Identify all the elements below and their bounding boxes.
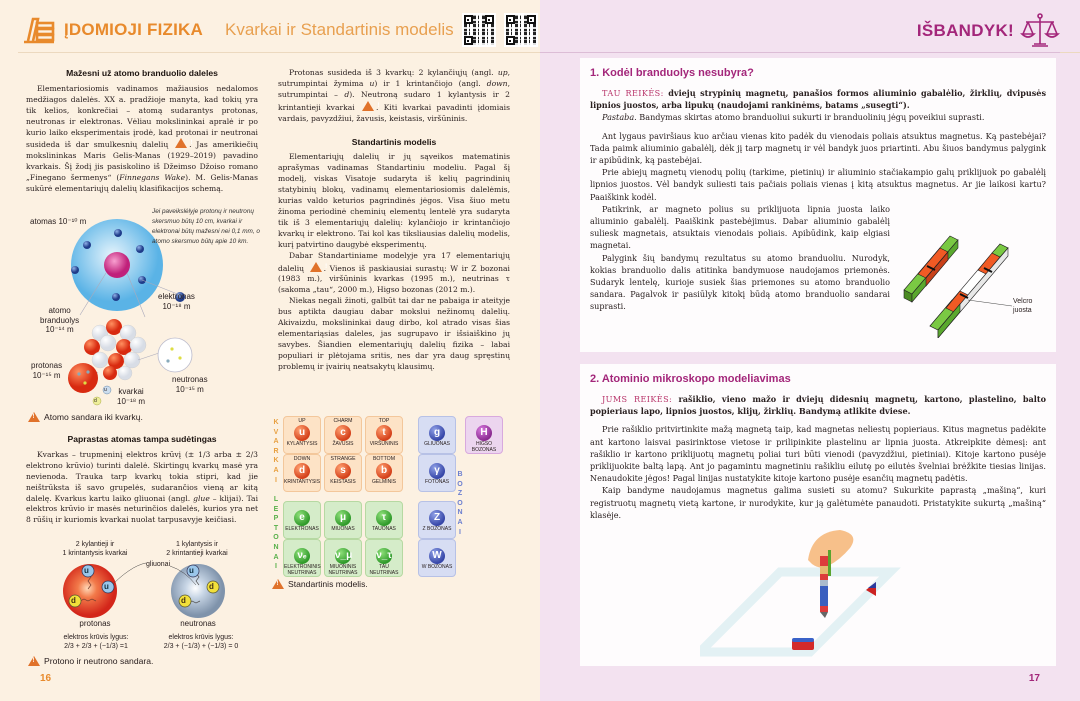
particle-name: ŽAVUSIS [332, 441, 354, 447]
quark-d: d [209, 582, 214, 591]
particle-cell [418, 454, 456, 492]
proton-quark-desc: 2 kylantieji ir 1 krintantysis kvarkai [62, 541, 128, 557]
section-heading: Paprastas atomas tampa sudėtingas [67, 434, 217, 444]
topic-title: Kvarkai ir Standartinis modelis [225, 20, 454, 39]
quark-u: u [189, 566, 194, 575]
particle-name: GLIUONAS [424, 441, 450, 447]
vertical-group-label: L E P T O N A I [273, 496, 279, 571]
warning-triangle-icon [28, 412, 40, 422]
body-paragraph: Dabar Standartiniame modelyje yra 17 elementariųjų dalelių ! . Vienos iš paskiausiai surastų: W ir Z bozonai (1983 m.), viršūninis kvarkas (1995 m.), neutrinas τ (sakoma „tau“, 2000 m.), Higso bozonas (2012 m.). [278, 251, 510, 297]
quark-u-letter: u [104, 387, 107, 393]
header-divider [540, 52, 1060, 53]
particle-name: KYLANTYSIS [286, 441, 318, 447]
particle-symbol: e [294, 510, 310, 526]
body-paragraph: Elementariųjų dalelių ir jų sąveikos matematinis aprašymas vadinamas Standartiniu modeliu. Pagal šį modelį, viskas Visatoje sudaryta iš kelių pagrindinių statybinių blokų, vadinamų elementariosiomis dalelėmis, kurias valdo keturios pagrindinės jėgos. Visa šiuo metu žinoma periodinė cheminių elementų lentelė yra sudaryta tik iš 3 elementariųjų dalelių: kylančiojo ir krintančiojo kvarkų ir elektrono. Tai kol kas tiksliausias dalelių modelis, kurį patvirtino daugybė eksperimentų. [278, 152, 510, 249]
atom-label: atomas 10⁻¹⁰ m [30, 217, 87, 226]
particle-cell [283, 454, 321, 492]
particle-cell [418, 539, 456, 577]
proton-label: protonas 10⁻¹⁵ m [31, 361, 63, 380]
body-paragraph: Niekas negali žinoti, galbūt tai dar ne pabaiga ir ateityje bus aptikta daugiau dabar mokslui nežinomų dalelių. Akivaizdu, mokslininkai daug dirbo, kol atrado visas šias elementariąsias daleles, jas sugrupavo ir išsiaiškino jų savybes. Šiandien elementariųjų dalelių fizika – labai populiari ir plėtojama sritis, nes dar yra daug spręstinų problemų ir įvairių neatsakytų klausimų. [278, 296, 510, 371]
particle-english-name: BOTTOM [372, 456, 396, 462]
particle-name: ELEKTRONAS [285, 526, 319, 532]
body-paragraph: Kvarkas – trupmeninį elektros krūvį (± 1/3 arba ± 2/3 elektrono krūvio) turinti dalelė. Skirtingų kvarkų masė yra nevienoda. Trauka tarp kvarkų tokia stipri, kad jie neištrūksta iš savo grupelės, sudarančios vieną ar kitą dalelę. Kvarkus kartu laiko gliuonai (angl. glue – klijai). Tai elektros krūvio ir masės neturinčios dalelės, kurios yra net 8 rūšių ir kuriomis kvarkai nuolat tarpusavyje keičiasi. [26, 449, 259, 525]
particle-symbol: τ [376, 510, 392, 526]
particle-symbol: W [429, 548, 445, 564]
particle-cell [365, 416, 403, 454]
gluon-label: gliuonai [146, 561, 171, 568]
particle-symbol: νₑ [294, 548, 310, 564]
velcro-label: Velcro juosta [1013, 298, 1033, 314]
particle-cell [418, 416, 456, 454]
neutron-shape [158, 338, 192, 372]
particle-english-name [284, 540, 320, 547]
particle-symbol: t [376, 425, 392, 441]
scale-note: Jei paveikslėlyje protonų ir neutronų skersmuo būtų 10 cm, kvarkai ir elektronai būtų mažesni nei 0,1 mm, o atomo skersmuo būtų apie 10 km. [152, 208, 260, 245]
particle-name: KRINTANTYSIS [284, 479, 321, 485]
particle-english-name [466, 417, 502, 424]
neutron-name: neutronas [180, 619, 216, 628]
particle-english-name [419, 540, 455, 547]
quark-d-letter: d [94, 398, 97, 404]
note: Pastaba. Bandymas skirtas atomo branduoliui sukurti ir branduolinių jėgų poveikiui suprasti. [602, 112, 985, 123]
particle-symbol: b [376, 463, 392, 479]
particle-symbol: s [335, 463, 351, 479]
atom-nucleus-shape [104, 252, 130, 278]
warning-triangle-icon [175, 138, 187, 148]
particle-symbol: μ [335, 510, 351, 526]
particle-english-name [366, 502, 402, 509]
particle-symbol: ν_τ [376, 548, 392, 564]
quark-u: u [84, 566, 89, 575]
particle-cell [365, 501, 403, 539]
vertical-group-label: K V A R K A I [273, 419, 279, 484]
left-header [20, 12, 538, 48]
particle-symbol: u [294, 425, 310, 441]
particle-english-name: TOP [378, 418, 390, 424]
neutron-label: neutronas 10⁻¹⁵ m [172, 375, 208, 394]
particle-name: ELEKTRONINIS NEUTRINAS [284, 564, 321, 576]
proton-neutron-diagram [50, 561, 250, 621]
qr-code-icon[interactable] [504, 13, 538, 47]
page-number: 16 [40, 673, 52, 684]
body-paragraph: Palygink šių bandymų rezultatus su atomo branduoliu. Nurodyk, kokias branduolio dalis atitinka bandymuose naudojamos priemonės. Sudaryk lentelę, kurioje susiek šias priemones su atomo branduolio sandara. Pagalvok ir pasiūlyk kitokį būdą atomo branduolio sandarai suprasti. [590, 252, 890, 312]
particle-cell [283, 539, 321, 577]
warning-triangle-icon [362, 101, 374, 111]
proton-name: protonas [79, 619, 111, 628]
quark-u: u [104, 582, 109, 591]
particle-english-name [325, 502, 361, 509]
quark-d: d [181, 596, 186, 605]
figure-caption: ! Atomo sandara iki kvarkų. [28, 412, 143, 422]
proton-shape [68, 363, 98, 393]
particle-name: MIUONAS [331, 526, 355, 532]
right-header [917, 12, 1060, 50]
materials-needed: TAU REIKĖS: dviejų strypinių magnetų, panašios formos aliuminio gabalėlio, žirklių, dvipusės lipnios juostos, arba lipukų (naudojami rankinėms, batams „susegti“). [590, 88, 1046, 111]
figure-caption: ! Protono ir neutrono sandara. [28, 656, 153, 666]
body-paragraph: Ant lygaus paviršiaus kuo arčiau vienas kito padėk du vienodais poliais atsuktus magnetus. Ką pastebėjai? Tada paimk aliuminio gabalėlį, dėk jį tarp magnetų ir vėl bandyk juos priartinti. Abu šiuos bandymus palygink ir apibūdink, ką pastebėjai. [590, 130, 1046, 166]
particle-cell [324, 416, 362, 454]
left-column-2 [278, 68, 510, 373]
nucleus-label: atomo branduolys 10⁻¹⁴ m [40, 306, 80, 334]
materials-needed: JUMS REIKĖS: rašiklio, vieno mažo ir dviejų didesnių magnetų, kartono, plastelino, balto popieriaus lapo, lipnios juostos, klijų, žirklių. Bandymą atlikite dviese. [590, 394, 1046, 417]
body-paragraph: Kaip bandyme naudojamus magnetus galima susieti su atomu? Sukurkite paprastą „mašiną“, kuri registruotų magnetų vietą kartone, ir nurodykite, kur ją galėtumėte panaudoti. Pristatykite sukurtą „mašiną“ klasėje. [590, 485, 1046, 520]
task-title: 2. Atominio mikroskopo modeliavimas [590, 373, 791, 385]
magnetic-pen-illustration [700, 530, 940, 660]
warning-triangle-icon [28, 656, 40, 666]
proton-charge: elektros krūvis lygus: 2/3 + 2/3 + (−1/3) =1 [63, 634, 129, 650]
electron-label: elektronas 10⁻¹⁸ m [158, 292, 195, 311]
vertical-group-label: B O Z O N A I [457, 471, 463, 536]
particle-cell [283, 501, 321, 539]
left-column-1-lower [26, 434, 258, 526]
body-paragraph: Patikrink, ar magneto polius su priklijuota lipnia juosta laiko aliuminio gabalėlį. Paaiškink pastebėjimus. Dabar aliuminio gabalėlį suliesk magnetais, atsuktais vienodais poliais. Apibūdink, kaip elgiasi magnetai. [590, 203, 890, 251]
particle-cell [418, 501, 456, 539]
particle-symbol: d [294, 463, 310, 479]
magnets-velcro-illustration [900, 228, 1040, 338]
particle-name: KEISTASIS [330, 479, 356, 485]
particle-name: GELMINIS [372, 479, 396, 485]
body-paragraph: Prie abiejų magnetų vienodų polių (tarkime, pietinių) ir aliuminio stačiakampio galų priklijuok po gabalėlį lipnios juostos. Vėl bandyk suliesti tais pačiais poliais vienas į kitą atsuktus magnetus. Ar jie laikosi kartu? Paaiškink kodėl. [590, 167, 1046, 202]
particle-symbol: ν_μ [335, 548, 351, 564]
particle-symbol: g [429, 425, 445, 441]
particle-english-name [325, 540, 361, 547]
particle-cell [283, 416, 321, 454]
particle-cell [324, 454, 362, 492]
quark-d: d [71, 596, 76, 605]
particle-english-name [419, 455, 455, 462]
particle-cell [365, 539, 403, 577]
qr-code-icon[interactable] [462, 13, 496, 47]
balance-scale-icon [1020, 12, 1060, 50]
particle-name: FOTONAS [424, 479, 450, 485]
body-paragraph: Elementariosiomis vadinamos mažiausios nedalomos medžiagos dalelės. XX a. pradžioje manyta, kad tokių yra tik kelios, konkrečiai – atomą sudarantys protonas, neutronas ir elektronas. Vėliau mokslininkai apralė ir po kurio laiko eksperimentais įrodė, kad protonai ir neutronai susideda iš dar smulkesnių dalelių ! . Jas amerikiečių mokslininkas Maris Gelis-Manas (1929–2019) pavadino kvarkais. Šį žodį jis pasiskolino iš Džeimso Džoiso romano „Finegano šermenys“ (Finnegans Wake). M. Gelis-Manas sukūrė elementariųjų dalelių klasifikacijos schemą. [26, 84, 258, 195]
page-number: 17 [1028, 673, 1040, 684]
body-paragraph: Prie rašiklio pritvirtinkite mažą magnetą taip, kad magnetas neliestų popieriaus. Kitus magnetus padėkite ant kartono laisvai pasirinktose vietose ir prilipinkite plastelinu ar lipnia juosta. Atkreipkite dėmesį: ant rašiklio ir kartono priklijuotų magnetų poliai turi būti vienodi (pavyzdžiui, pietiniai). Kitoje kartono pusėje priklijuokite baltą lapą. Ant jo pagamintu magnetiniu rašikliu eilutę po eilutės švelniai brėžkite tiesias linijas. Nenaudokite jėgos! Pagal linijas nustatykite kitoje kartono pusėje esančių magnetų padėtis. [590, 424, 1046, 484]
neutron-quark-desc: 1 kylantysis ir 2 krintantieji kvarkai [166, 541, 228, 557]
particle-cell [365, 454, 403, 492]
neutron-charge: elektros krūvis lygus: 2/3 + (−1/3) + (−1/3) = 0 [163, 634, 239, 650]
quark-label: kvarkai 10⁻¹⁸ m [117, 387, 146, 406]
particle-name: TAUONAS [372, 526, 396, 532]
particle-cell [465, 416, 503, 454]
particle-english-name [419, 502, 455, 509]
particle-english-name: DOWN [293, 456, 311, 462]
section-heading: Mažesni už atomo branduolio daleles [66, 68, 218, 78]
warning-triangle-icon [310, 262, 322, 272]
task-title: 1. Kodėl branduolys nesubyra? [590, 67, 754, 79]
left-column-1 [26, 68, 258, 195]
body-paragraph: Protonas susideda iš 3 kvarkų: 2 kylančiųjų (angl. up, sutrumpintai žymima u) ir 1 krintančiojo (angl. down, sutrumpintai – d). Neutroną sudaro 1 kylantysis ir 2 krintantieji kvarkai ! . Kiti kvarkai pavadinti įdomiais vardais, pavyzdžiui, žavusis, keistasis, viršūninis. [278, 68, 510, 125]
particle-symbol: c [335, 425, 351, 441]
particle-symbol: γ [429, 463, 445, 479]
particle-english-name [284, 502, 320, 509]
particle-name: Z BOZONAS [422, 526, 452, 532]
particle-name: W BOZONAS [421, 564, 453, 570]
particle-name: HIGSO BOZONAS [471, 441, 497, 453]
try-it-title: IŠBANDYK! [916, 21, 1014, 40]
figure-caption: ! Standartinis modelis. [272, 579, 368, 589]
particle-english-name: STRANGE [330, 456, 356, 462]
particle-english-name [419, 417, 455, 424]
particle-symbol: H [476, 425, 492, 441]
books-icon [20, 15, 56, 45]
particle-english-name [366, 540, 402, 547]
particle-name: TAU NEUTRINAS [369, 564, 399, 576]
particle-english-name: UP [298, 418, 306, 424]
particle-cell [324, 501, 362, 539]
particle-symbol: Z [429, 510, 445, 526]
section-title: ĮDOMIOJI FIZIKA [64, 20, 203, 39]
particle-name: VIRŠŪNINIS [369, 441, 399, 447]
warning-triangle-icon [272, 579, 284, 589]
particle-english-name: CHARM [333, 418, 353, 424]
particle-name: MIUONINIS NEUTRINAS [328, 564, 358, 576]
particle-cell [324, 539, 362, 577]
section-heading: Standartinis modelis [351, 136, 437, 147]
